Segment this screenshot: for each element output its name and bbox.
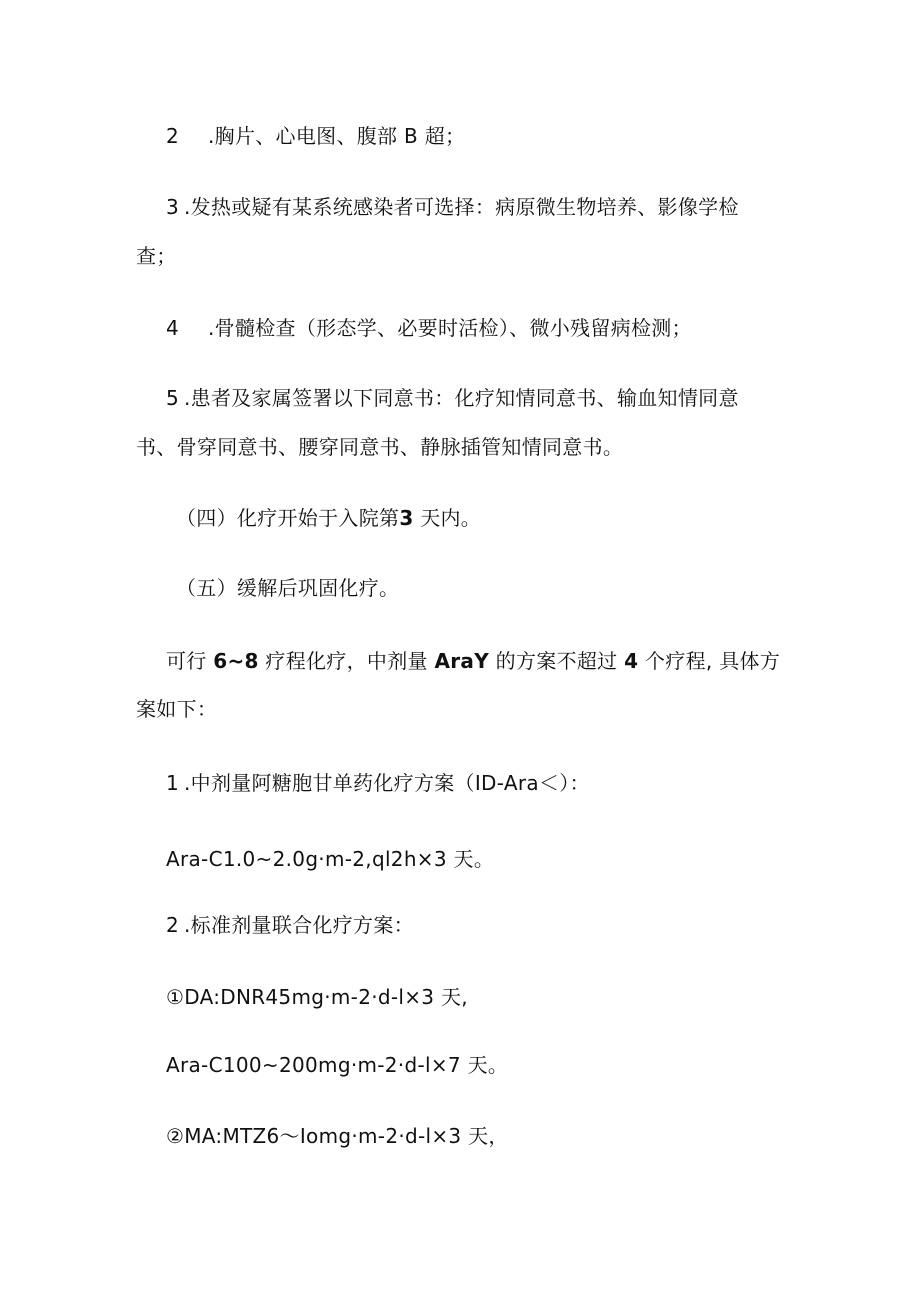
plan-intro-bold: 4	[624, 649, 639, 673]
plan-intro-text: 个疗程, 具体方	[638, 649, 781, 673]
item-number: 2	[166, 124, 180, 148]
item-text: .中剂量阿糖胞甘单药化疗方案（ID-Ara＜）：	[184, 771, 590, 795]
section-text-end: 天内。	[413, 506, 482, 530]
section-bold-number: 3	[399, 506, 414, 530]
plan-intro-text: 的方案不超过	[489, 649, 625, 673]
plan-intro-bold: 6~8	[213, 649, 259, 673]
item-text: .患者及家属签署以下同意书：化疗知情同意书、输血知情同意	[184, 386, 739, 410]
item-number: 4	[166, 316, 180, 340]
item-text: .标准剂量联合化疗方案：	[184, 913, 414, 937]
da-regimen-line-2: Ara-C100~200mg·m-2·d-l×7 天。	[166, 1053, 509, 1077]
item-text: .胸片、心电图、腹部 B 超；	[208, 124, 466, 148]
item-5-line-2: 书、骨穿同意书、腰穿同意书、静脉插管知情同意书。	[136, 435, 624, 459]
item-3-line-2: 查；	[136, 244, 177, 268]
item-text: .发热或疑有某系统感染者可选择：病原微生物培养、影像学检	[184, 195, 739, 219]
item-4	[166, 316, 692, 340]
item-2	[166, 124, 465, 148]
plan-intro-bold: AraY	[434, 649, 490, 673]
plan-1-dose: Ara-C1.0~2.0g·m-2,ql2h×3 天。	[166, 847, 495, 871]
item-number: 1	[166, 771, 180, 795]
item-5-line-1	[166, 386, 739, 410]
section-4-heading	[176, 506, 481, 530]
plan-1-heading	[166, 771, 590, 795]
section-text: （四）化疗开始于入院第	[176, 506, 400, 530]
plan-intro-line-1	[166, 649, 780, 673]
section-5-heading: （五）缓解后巩固化疗。	[176, 576, 400, 600]
item-3-line-1	[166, 195, 739, 219]
ma-regimen-line-1: ②MA:MTZ6～Iomg·m-2·d-l×3 天，	[166, 1124, 509, 1148]
item-number: 3	[166, 195, 180, 219]
item-number: 5	[166, 386, 180, 410]
da-regimen-line-1: ①DA:DNR45mg·m-2·d-l×3 天,	[166, 985, 468, 1009]
item-text: .骨髓检查（形态学、必要时活检）、微小残留病检测；	[208, 316, 692, 340]
plan-2-heading	[166, 913, 414, 937]
plan-intro-text: 疗程化疗，中剂量	[258, 649, 435, 673]
plan-intro-line-2: 案如下：	[136, 697, 218, 721]
item-number: 2	[166, 913, 180, 937]
plan-intro-text: 可行	[166, 649, 214, 673]
